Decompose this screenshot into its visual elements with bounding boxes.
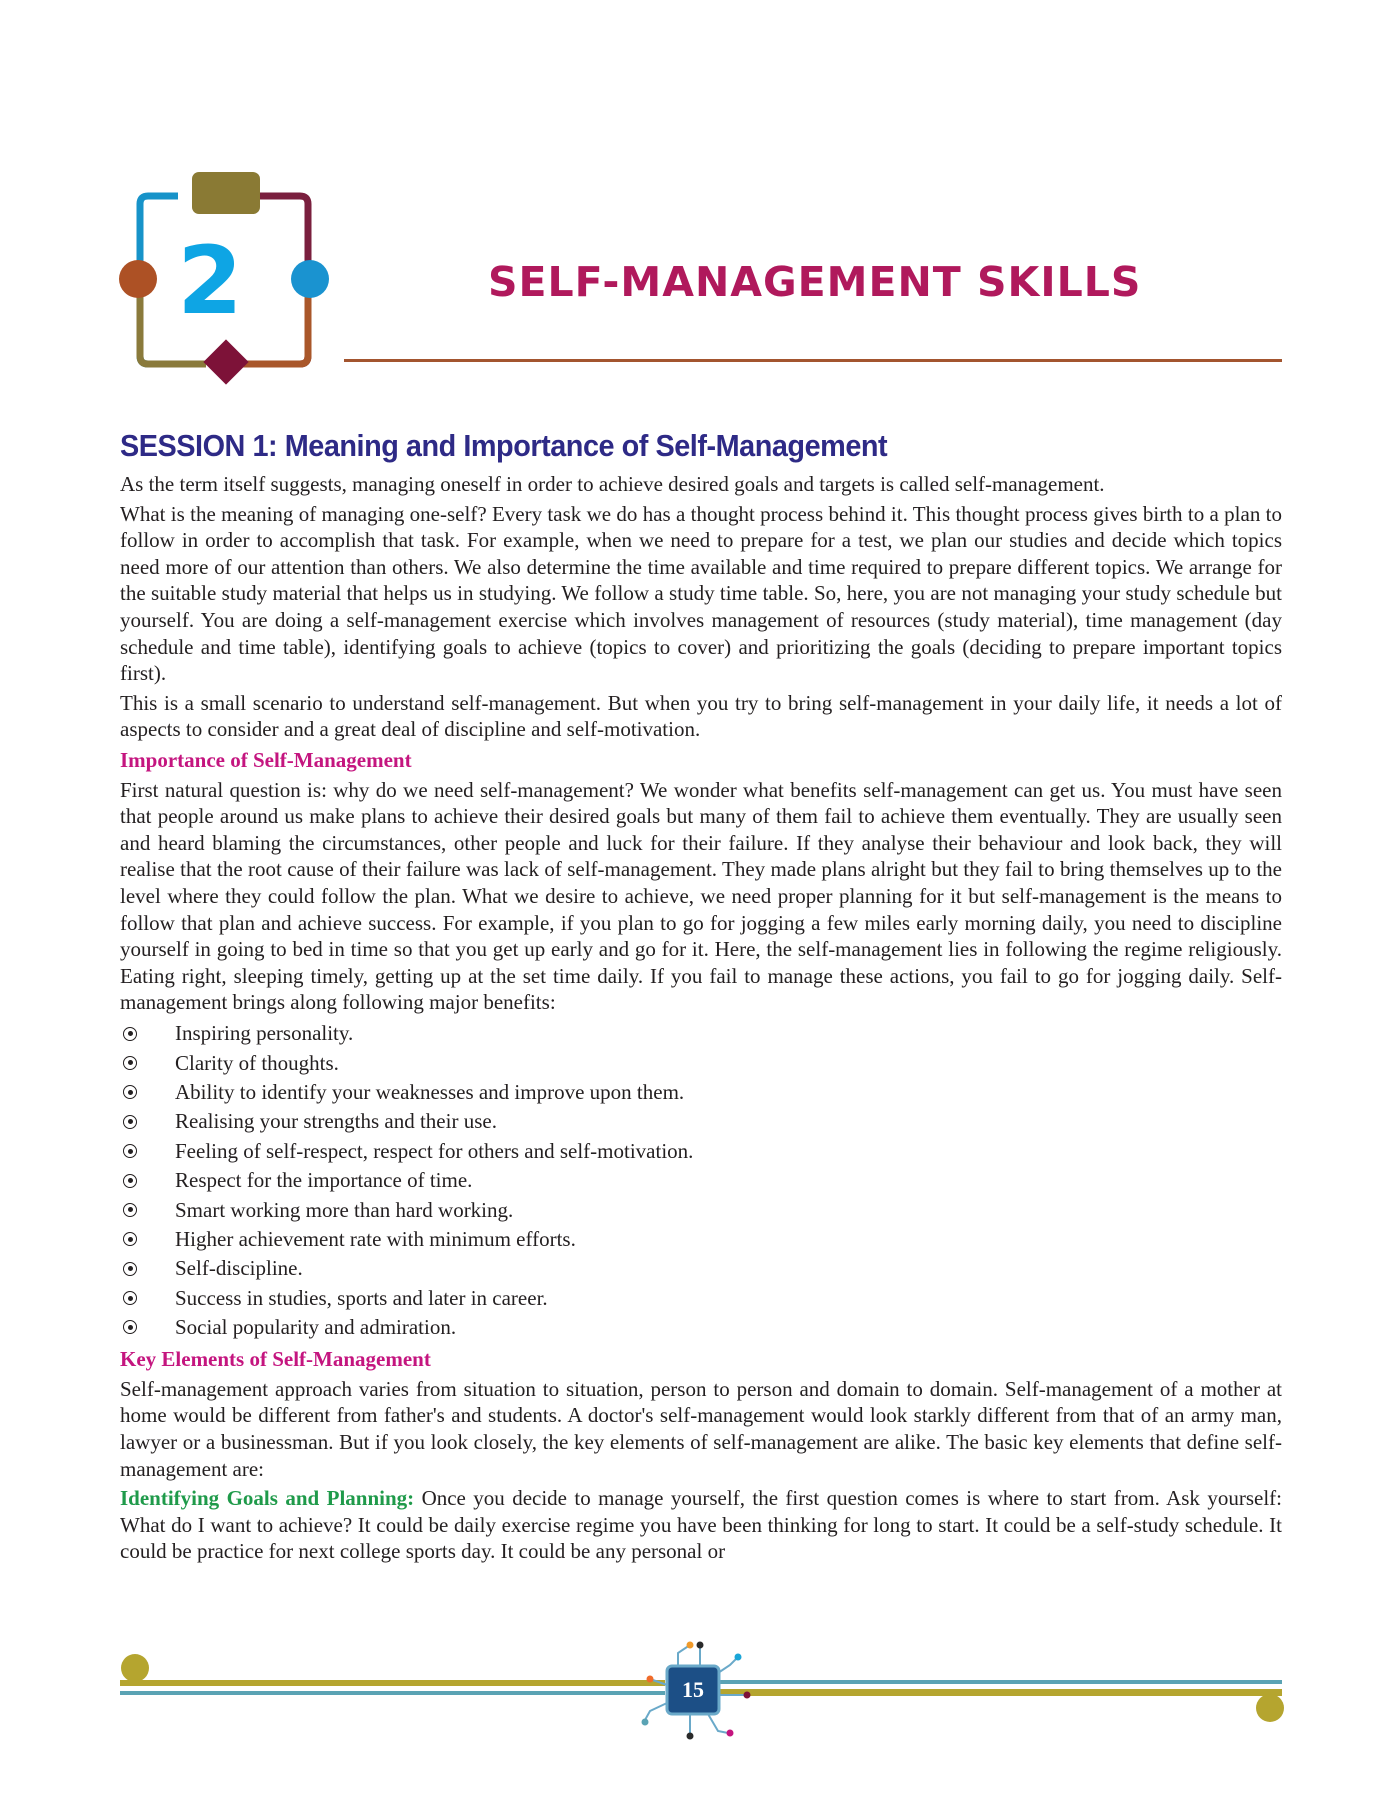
benefits-list	[120, 1019, 1282, 1342]
circle-bullet-icon	[123, 1027, 137, 1041]
footer-left-dot	[121, 1654, 149, 1682]
list-item: Clarity of thoughts.	[120, 1048, 1282, 1077]
list-item: Higher achievement rate with minimum efforts.	[120, 1225, 1282, 1254]
badge-bottom-diamond	[203, 339, 248, 384]
footer-left-line-olive	[120, 1680, 665, 1686]
circle-bullet-icon	[123, 1115, 137, 1129]
list-item: Social popularity and admiration.	[120, 1313, 1282, 1342]
list-item: Self-discipline.	[120, 1254, 1282, 1283]
page-number: 15	[682, 1677, 704, 1702]
key-elements-heading: Key Elements of Self-Management	[120, 1347, 431, 1372]
chapter-number: 2	[177, 227, 243, 336]
chapter-number-badge	[118, 170, 348, 400]
circle-bullet-icon	[123, 1320, 137, 1334]
badge-right-dot	[291, 260, 329, 298]
footer-left-line-blue	[120, 1691, 665, 1695]
intro-paragraph-1: As the term itself suggests, managing oneself in order to achieve desired goals and targets is called self-management.	[120, 472, 1105, 496]
circle-bullet-icon	[123, 1262, 137, 1276]
goals-paragraph	[120, 1485, 1282, 1565]
list-item: Realising your strengths and their use.	[120, 1107, 1282, 1136]
list-item: Inspiring personality.	[120, 1019, 1282, 1048]
list-item: Smart working more than hard working.	[120, 1195, 1282, 1224]
circle-bullet-icon	[123, 1174, 137, 1188]
goals-text: Once you decide to manage yourself, the first question comes is where to start from. Ask yourself: What do I want to achieve? It could be daily exercise regime you have been thinking for long to start. It could be a self-study schedule. It could be practice for next college sports day. It could be any personal or	[120, 1486, 1282, 1564]
goals-lead-term: Identifying Goals and Planning:	[120, 1486, 415, 1511]
circle-bullet-icon	[123, 1203, 137, 1217]
intro-paragraph-2: What is the meaning of managing one-self? Every task we do has a thought process behind it. This thought process gives birth to a plan to follow in order to accomplish that task. For example, when we need to prepare for a test, we plan our studies and decide which topics need more of our attention than others. We also determine the time available and time required to prepare different topics. We arrange for the suitable study material that helps us in studying. We follow a study time table. So, here, you are not managing your study schedule but yourself. You are doing a self-management exercise which involves management of resources (study material), time management (day schedule and time table), identifying goals to achieve (topics to cover) and prioritizing the goals (deciding to prepare important topics first).	[120, 501, 1282, 686]
circle-bullet-icon	[123, 1232, 137, 1246]
circle-bullet-icon	[123, 1085, 137, 1099]
importance-paragraph: First natural question is: why do we need self-management? We wonder what benefits self-management can get us. You must have seen that people around us make plans to achieve their desired goals but many of them fail to achieve them eventually. They are usually seen and heard blaming the circumstances, other people and luck for their failure. If they analyse their behaviour and look back, they will realise that the root cause of their failure was lack of self-management. They made plans alright but they fail to bring themselves up to the level where they could follow the plan. What we desire to achieve, we need proper planning for it but self-management is the means to follow that plan and achieve success. For example, if you plan to go for jogging a few miles early morning daily, you need to discipline yourself in going to bed in time so that you get up early and go for it. Here, the self-management lies in following the regime religiously. Eating right, sleeping timely, getting up at the set time daily. If you fail to manage these actions, you fail to go for jogging daily. Self-management brings along following major benefits:	[120, 777, 1282, 1015]
page-content	[120, 427, 1282, 1568]
list-item: Ability to identify your weaknesses and improve upon them.	[120, 1078, 1282, 1107]
badge-top-tab	[192, 172, 260, 214]
circle-bullet-icon	[123, 1291, 137, 1305]
circle-bullet-icon	[123, 1056, 137, 1070]
importance-heading: Importance of Self-Management	[120, 747, 412, 772]
chapter-title-rule	[344, 359, 1282, 362]
badge-left-dot	[119, 260, 157, 298]
intro-paragraph-3: This is a small scenario to understand self-management. But when you try to bring self-management in your daily life, it needs a lot of aspects to consider and a great deal of discipline and self-motivation.	[120, 690, 1282, 742]
circle-bullet-icon	[123, 1144, 137, 1158]
list-item: Respect for the importance of time.	[120, 1166, 1282, 1195]
key-elements-paragraph: Self-management approach varies from situation to situation, person to person and domain to domain. Self-management of a mother at home would be different from father's and students. A doctor's self-management would look starkly different from that of an army man, lawyer or a businessman. But if you look closely, the key elements of self-management are alike. The basic key elements that define self-management are:	[120, 1376, 1282, 1481]
list-item: Feeling of self-respect, respect for others and self-motivation.	[120, 1136, 1282, 1165]
session-title: SESSION 1: Meaning and Importance of Self-Management	[120, 428, 888, 463]
list-item: Success in studies, sports and later in career.	[120, 1283, 1282, 1312]
chapter-title: SELF-MANAGEMENT SKILLS	[488, 258, 1142, 306]
footer-right-dot	[1256, 1694, 1284, 1722]
footer-right-line-olive	[720, 1689, 1282, 1696]
footer-right-line-blue	[720, 1680, 1282, 1684]
